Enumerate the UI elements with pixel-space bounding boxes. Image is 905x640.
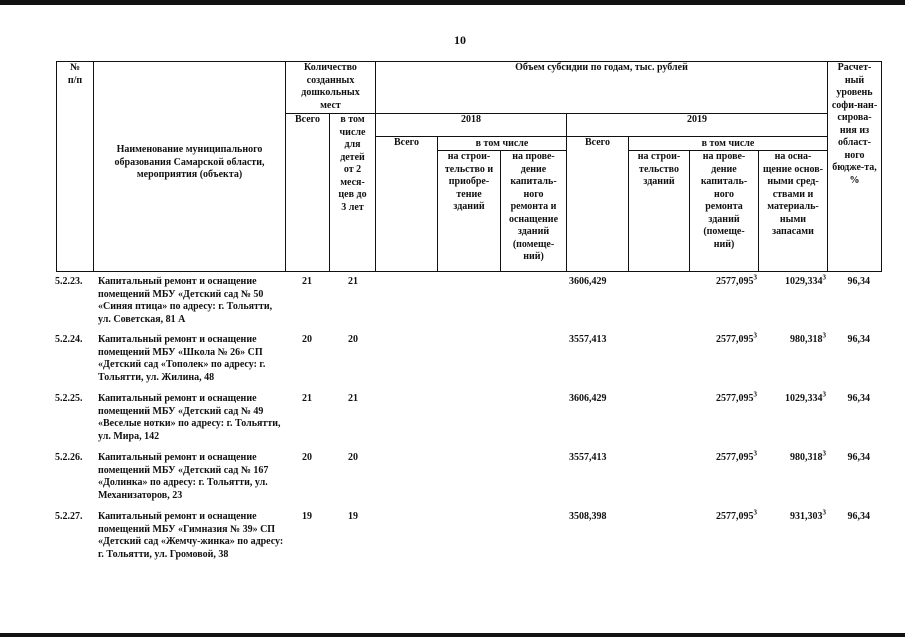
- row-number: 5.2.25.: [55, 393, 83, 404]
- header-2019-repair: на прове-дение капиталь-ного ремонта зданий (помеще-ний): [689, 150, 759, 272]
- header-year-2018: 2018: [375, 113, 567, 137]
- row-2019-equipment-value: 980,318: [790, 334, 823, 345]
- row-name: Капитальный ремонт и оснащение помещений МБУ «Детский сад № 49 «Веселые нотки» по адресу: г. Тольятти, ул. Мира, 142: [98, 393, 281, 442]
- row-2019-equipment: [753, 449, 826, 465]
- row-rate: 96,34: [847, 452, 870, 463]
- header-rate: Расчет-ный уровень софи-нан-сирова-ния из област-ного бюдже-та, %: [827, 61, 882, 272]
- row-2019-repair-footnote: 3: [753, 449, 757, 458]
- header-year-2019: 2019: [566, 113, 828, 137]
- header-num: № п/п: [56, 61, 94, 272]
- header-2019-including: в том числе: [628, 136, 828, 151]
- row-2019-repair-footnote: 3: [753, 508, 757, 517]
- header-places-under3: в том числе для детей от 2 меся-цев до 3 лет: [329, 113, 376, 272]
- row-2019-repair-footnote: 3: [753, 273, 757, 282]
- row-2019-repair-value: 2577,095: [716, 452, 754, 463]
- row-2019-equipment: [753, 273, 826, 289]
- page-number: 10: [454, 33, 466, 47]
- header-name: Наименование муниципального образования Самарской области, мероприятия (объекта): [93, 61, 286, 272]
- row-rate: 96,34: [847, 334, 870, 345]
- row-2019-repair-value: 2577,095: [716, 334, 754, 345]
- row-2019-repair: [685, 390, 757, 406]
- bottom-border: [0, 633, 905, 637]
- row-2019-equipment-value: 980,318: [790, 452, 823, 463]
- header-2019-equipment: на осна-щение основ-ными сред-ствами и материаль-ными запасами: [758, 150, 828, 272]
- row-2019-equipment-footnote: 3: [822, 449, 826, 458]
- row-places-total: 19: [302, 511, 312, 522]
- row-2019-repair-footnote: 3: [753, 331, 757, 340]
- header-places: Количество созданных дошкольных мест: [285, 61, 376, 114]
- row-2019-repair: [685, 273, 757, 289]
- row-places-total: 21: [302, 276, 312, 287]
- header-2019-total: Всего: [566, 136, 629, 272]
- top-border: [0, 0, 905, 5]
- row-number: 5.2.27.: [55, 511, 83, 522]
- row-rate: 96,34: [847, 511, 870, 522]
- row-2019-equipment-footnote: 3: [822, 331, 826, 340]
- row-2019-equipment-footnote: 3: [822, 390, 826, 399]
- header-2018-including: в том числе: [437, 136, 567, 151]
- header-subsidy: Объем субсидии по годам, тыс. рублей: [375, 61, 828, 114]
- row-2019-equipment-value: 1029,334: [785, 393, 823, 404]
- row-name: Капитальный ремонт и оснащение помещений МБУ «Детский сад № 167 «Долинка» по адресу: г. Тольятти, ул. Механизаторов, 23: [98, 452, 269, 501]
- row-2019-equipment-footnote: 3: [822, 273, 826, 282]
- row-places-under3: 19: [348, 511, 358, 522]
- row-places-under3: 20: [348, 334, 358, 345]
- row-name: Капитальный ремонт и оснащение помещений МБУ «Школа № 26» СП «Детский сад «Тополек» по адресу: г. Тольятти, ул. Жилина, 48: [98, 334, 266, 383]
- row-2019-total: 3557,413: [569, 452, 607, 463]
- row-2019-equipment: [753, 508, 826, 524]
- row-2019-repair: [685, 331, 757, 347]
- row-2019-equipment: [753, 331, 826, 347]
- row-places-under3: 21: [348, 276, 358, 287]
- header-2018-total: Всего: [375, 136, 438, 272]
- row-places-under3: 21: [348, 393, 358, 404]
- row-2019-repair: [685, 508, 757, 524]
- row-name: Капитальный ремонт и оснащение помещений МБУ «Гимназия № 39» СП «Детский сад «Жемчу-жинка» по адресу: г. Тольятти, ул. Громовой, 38: [98, 511, 284, 560]
- row-number: 5.2.24.: [55, 334, 83, 345]
- header-2019-construction: на строи-тельство зданий: [628, 150, 690, 272]
- row-rate: 96,34: [847, 393, 870, 404]
- row-rate: 96,34: [847, 276, 870, 287]
- row-2019-repair: [685, 449, 757, 465]
- header-2018-construction: на строи-тельство и приобре-тение зданий: [437, 150, 501, 272]
- row-name: Капитальный ремонт и оснащение помещений МБУ «Детский сад № 50 «Синяя птица» по адресу: г. Тольятти, ул. Советская, 81 А: [98, 276, 273, 325]
- row-2019-total: 3508,398: [569, 511, 607, 522]
- row-2019-repair-value: 2577,095: [716, 393, 754, 404]
- row-places-total: 20: [302, 334, 312, 345]
- row-places-total: 21: [302, 393, 312, 404]
- row-2019-equipment-footnote: 3: [822, 508, 826, 517]
- row-2019-equipment-value: 931,303: [790, 511, 823, 522]
- row-2019-repair-value: 2577,095: [716, 511, 754, 522]
- row-number: 5.2.26.: [55, 452, 83, 463]
- row-2019-repair-value: 2577,095: [716, 276, 754, 287]
- row-2019-equipment-value: 1029,334: [785, 276, 823, 287]
- row-2019-equipment: [753, 390, 826, 406]
- row-places-under3: 20: [348, 452, 358, 463]
- row-places-total: 20: [302, 452, 312, 463]
- row-2019-total: 3606,429: [569, 276, 607, 287]
- row-2019-total: 3557,413: [569, 334, 607, 345]
- header-places-total: Всего: [285, 113, 330, 272]
- row-2019-repair-footnote: 3: [753, 390, 757, 399]
- header-2018-repair: на прове-дение капиталь-ного ремонта и оснащение зданий (помеще-ний): [500, 150, 567, 272]
- row-number: 5.2.23.: [55, 276, 83, 287]
- row-2019-total: 3606,429: [569, 393, 607, 404]
